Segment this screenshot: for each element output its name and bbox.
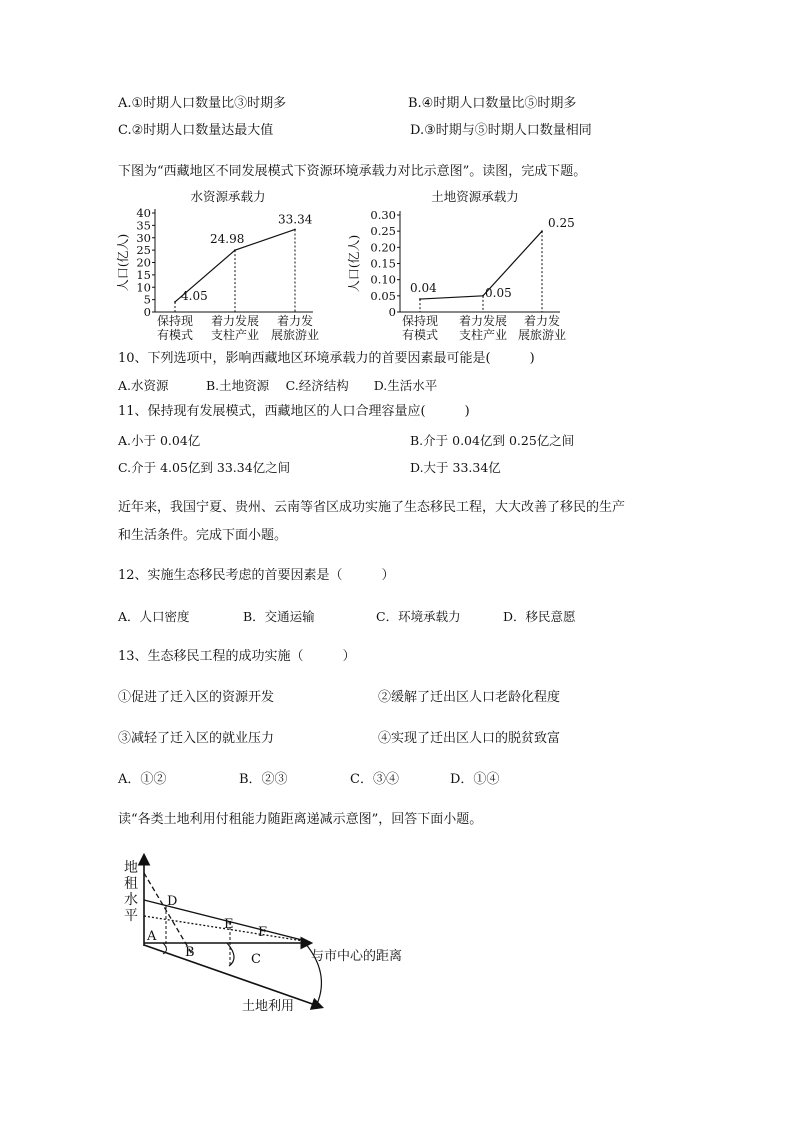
category-label: 着力发展 [458,314,508,328]
rent-intro: 读“各类土地利用付租能力随距离递减示意图”，回答下面小题。 [118,812,483,827]
category-label: 支柱产业 [210,328,260,342]
series-line [420,231,542,299]
y-tick-label: 0.20 [370,240,396,255]
chart-title: 土地资源承载力 [431,189,519,204]
y-tick-label: 15 [136,267,151,282]
q9-option-b: B.④时期人口数量比⑤时期多 [408,96,577,111]
chart-title: 水资源承载力 [190,189,266,204]
q9-option-c: C.②时期人口数量达最大值 [118,123,274,138]
y-tick-label: 0.05 [370,288,396,303]
q12-stem: 12、实施生态移民考虑的首要因素是（ ） [118,568,395,583]
data-label: 4.05 [181,288,208,303]
q9-option-d: D.③时期与⑤时期人口数量相同 [410,123,592,138]
y-tick-label: 30 [136,230,151,245]
migration-intro-line1: 近年来，我国宁夏、贵州、云南等省区成功实施了生态移民工程，大大改善了移民的生产 [118,500,626,515]
y-tick-label: 0.25 [370,224,396,239]
q11-option-a: A.小于 0.04亿 [118,433,201,448]
category-label: 支柱产业 [458,328,508,342]
y-axis-label-char-3: 水 [124,892,138,908]
y-tick-label: 0 [388,305,396,319]
category-label: 着力发展 [210,314,260,328]
data-point [419,298,421,300]
data-label: 24.98 [210,232,245,247]
migration-intro-line2: 和生活条件。完成下面小题。 [118,528,288,543]
category-label: 保持现 [156,314,194,328]
data-label: 0.25 [548,216,575,231]
category-label: 着力发 [276,314,314,328]
q13-statement-3: ③减轻了迁入区的就业压力 [118,731,275,746]
land-use-axis-label: 土地利用 [242,999,295,1014]
point-label-E: E [224,917,234,932]
y-tick-label: 25 [136,243,151,258]
q10-options: A.水资源 B.土地资源 C.经济结构 D.生活水平 [118,378,438,393]
data-point [174,301,176,303]
q12-option-b: B．交通运输 [243,609,315,624]
y-tick-label: 0.15 [370,256,396,271]
y-tick-label: 10 [136,280,151,295]
data-label: 33.34 [278,212,313,227]
q12-option-d: D．移民意愿 [503,609,576,624]
point-label-D: D [167,894,178,909]
y-tick-label: 40 [136,206,151,220]
point-label-F: F [258,925,268,940]
tibet-intro: 下图为“西藏地区不同发展模式下资源环境承载力对比示意图”。读图，完成下题。 [118,164,587,179]
q10-stem: 10、下列选项中，影响西藏地区环境承载力的首要因素最可能是( ) [118,351,535,366]
y-axis-label: 人口(亿人) [116,233,130,292]
y-axis-label-char-2: 租 [124,876,138,892]
category-label: 着力发 [523,314,561,328]
data-point [294,229,296,231]
point-label-B: B [185,945,195,960]
land-rent-diagram [115,848,425,1018]
data-point [541,230,543,232]
category-label: 有模式 [156,328,194,342]
q13-option-d: D．①④ [450,772,500,787]
q12-option-c: C．环境承载力 [376,609,461,624]
y-axis-label-char-4: 平 [124,908,138,924]
y-axis-label-char-1: 地 [124,860,138,876]
y-tick-label: 35 [136,218,151,233]
data-label: 0.05 [485,285,512,300]
q13-statement-4: ④实现了迁出区人口的脱贫致富 [378,731,561,746]
point-label-A: A [147,929,157,944]
zone-arc-B [227,943,234,966]
q11-option-d: D.大于 33.34亿 [410,460,501,475]
land-use-axis [144,945,321,1007]
q12-option-a: A．人口密度 [118,609,190,624]
category-label: 保持现 [401,314,439,328]
category-label: 展旅游业 [270,328,320,342]
q9-option-a: A.①时期人口数量比③时期多 [118,96,287,111]
q11-stem: 11、保持现有发展模式，西藏地区的人口合理容量应( ) [118,404,470,419]
land-resource-chart [347,189,575,342]
y-tick-label: 20 [136,255,151,270]
q13-stem: 13、生态移民工程的成功实施（ ） [118,649,356,664]
data-point [482,295,484,297]
point-label-C: C [251,952,261,967]
q13-statement-1: ①促进了迁入区的资源开发 [118,690,275,705]
q11-option-b: B.介于 0.04亿到 0.25亿之间 [410,433,575,448]
q13-statement-2: ②缓解了迁出区人口老龄化程度 [378,690,561,705]
y-tick-label: 0 [143,305,151,319]
y-tick-label: 5 [143,292,151,307]
y-tick-label: 0.30 [370,208,396,222]
q11-option-c: C.介于 4.05亿到 33.34亿之间 [118,460,291,475]
category-label: 展旅游业 [517,328,567,342]
data-label: 0.04 [410,281,437,296]
distance-axis-label: 与市中心的距离 [311,949,403,964]
q13-option-a: A．①② [118,772,167,787]
y-tick-label: 0.10 [370,272,396,287]
water-resource-chart [116,189,319,342]
y-axis-label: 人口(亿人) [347,234,361,293]
q13-option-b: B．②③ [239,772,288,787]
tibet-carrying-capacity-charts [110,185,610,347]
category-label: 有模式 [401,328,439,342]
q13-option-c: C．③④ [350,772,399,787]
data-point [234,249,236,251]
